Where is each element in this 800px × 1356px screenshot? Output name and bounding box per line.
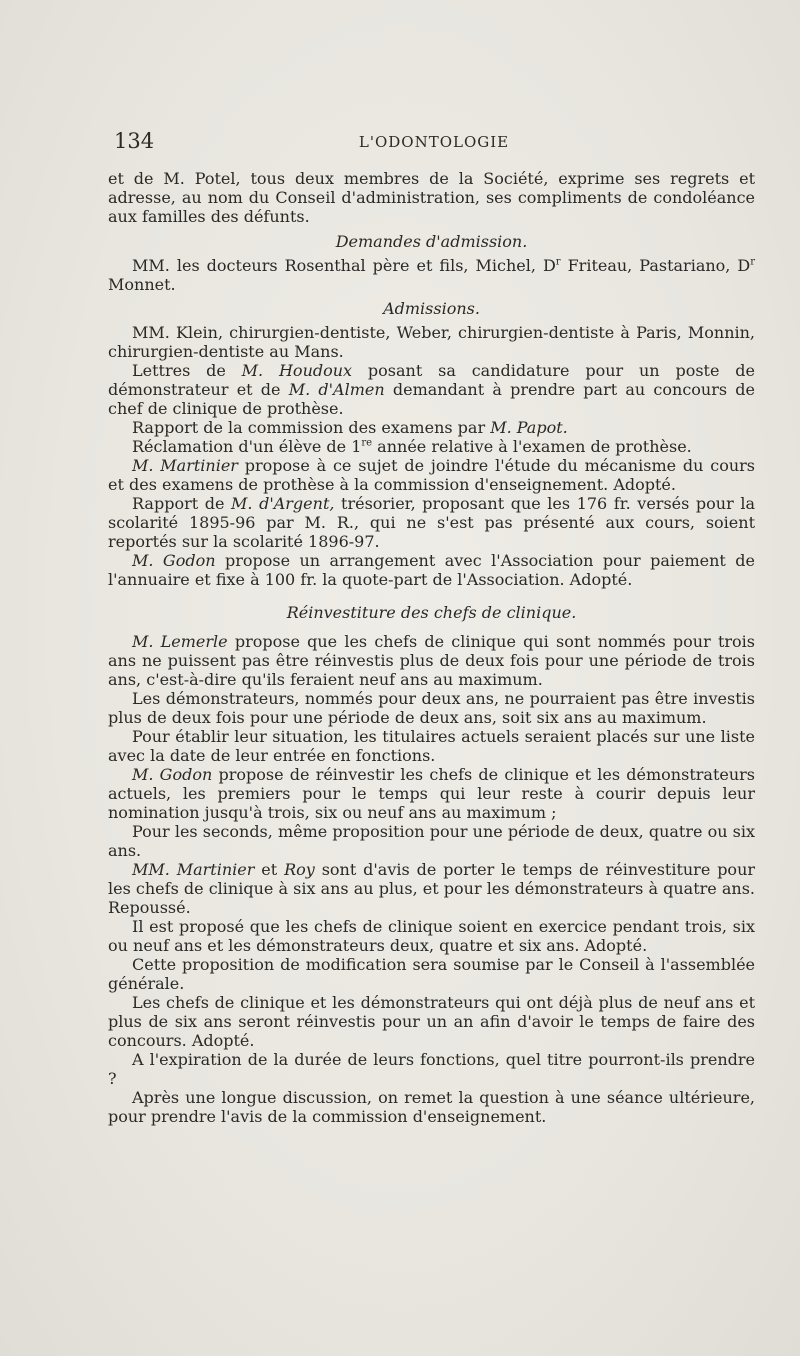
paragraph: Les chefs de clinique et les démonstrateurs qui ont déjà plus de neuf ans et plus de six ans seront réinvestis pour un an afin d'avoir le temps de faire des concours. Adopté. [108,993,755,1050]
paragraph: M. Martinier propose à ce sujet de joindre l'étude du mécanisme du cours et des examens de prothèse à la commission d'enseignement. Adopté. [108,456,755,494]
section-heading: Demandes d'admission. [335,232,528,251]
paragraph: Rapport de la commission des examens par M. Papot. [132,418,568,437]
paragraph: Pour les seconds, même proposition pour une période de deux, quatre ou six ans. [108,822,755,860]
paragraph: M. Lemerle propose que les chefs de clinique qui sont nommés pour trois ans ne puissent pas être réinvestis plus de deux fois pour une période de trois ans, c'est-à-dire qu'ils feraient neuf ans au maximum. [108,632,755,689]
running-title: L'ODONTOLOGIE [358,133,510,151]
paragraph: A l'expiration de la durée de leurs fonctions, quel titre pourront-ils prendre ? [108,1050,755,1088]
section-heading: Admissions. [383,299,480,318]
paragraph: M. Godon propose de réinvestir les chefs de clinique et les démonstrateurs actuels, les premiers pour le temps qui leur reste à courir depuis leur nomination jusqu'à trois, six ou neuf ans au maximum ; [108,765,756,822]
page-header [114,129,754,159]
paragraph: Il est proposé que les chefs de clinique soient en exercice pendant trois, six ou neuf ans et les démonstrateurs deux, quatre et six ans. Adopté. [108,917,755,955]
paragraph: Réclamation d'un élève de 1re année relative à l'examen de prothèse. [132,437,692,456]
paragraph: Pour établir leur situation, les titulaires actuels seraient placés sur une liste avec la date de leur entrée en fonctions. [108,727,755,765]
paragraph: MM. les docteurs Rosenthal père et fils, Michel, $D^r$ Friteau, Pastariano, $D^r$ Monnet. [108,256,755,294]
paragraph: Après une longue discussion, on remet la question à une séance ultérieure, pour prendre l'avis de la commission d'enseignement. [108,1088,755,1126]
paragraph: MM. Martinier et Roy sont d'avis de porter le temps de réinvestiture pour les chefs de clinique à six ans au plus, et pour les démonstrateurs à quatre ans. Repoussé. [108,860,756,917]
paragraph: M. Godon propose un arrangement avec l'Association pour paiement de l'annuaire et fixe à 100 fr. la quote-part de l'Association. Adopté. [108,551,756,589]
paragraph: Cette proposition de modification sera soumise par le Conseil à l'assemblée générale. [108,955,755,993]
body-text [108,169,755,1126]
paragraph: Rapport de M. d'Argent, trésorier, proposant que les 176 fr. versés pour la scolarité 1895-96 par M. R., qui ne s'est pas présenté aux cours, soient reportés sur la scolarité 1896-97. [108,494,755,551]
paragraph: Les démonstrateurs, nommés pour deux ans, ne pourraient pas être investis plus de deux fois pour une période de deux ans, soit six ans au maximum. [108,689,755,727]
paragraph: MM. Klein, chirurgien-dentiste, Weber, chirurgien-dentiste à Paris, Monnin, chirurgien-dentiste au Mans. [108,323,755,361]
page-number: 134 [114,129,155,153]
paragraph: Lettres de M. Houdoux posant sa candidature pour un poste de démonstrateur et de M. d'Almen demandant à prendre part au concours de chef de clinique de prothèse. [108,361,755,418]
section-heading: Réinvestiture des chefs de clinique. [286,603,577,622]
paragraph: et de M. Potel, tous deux membres de la Société, exprime ses regrets et adresse, au nom du Conseil d'administration, ses compliments de condoléance aux familles des défunts. [108,169,755,226]
